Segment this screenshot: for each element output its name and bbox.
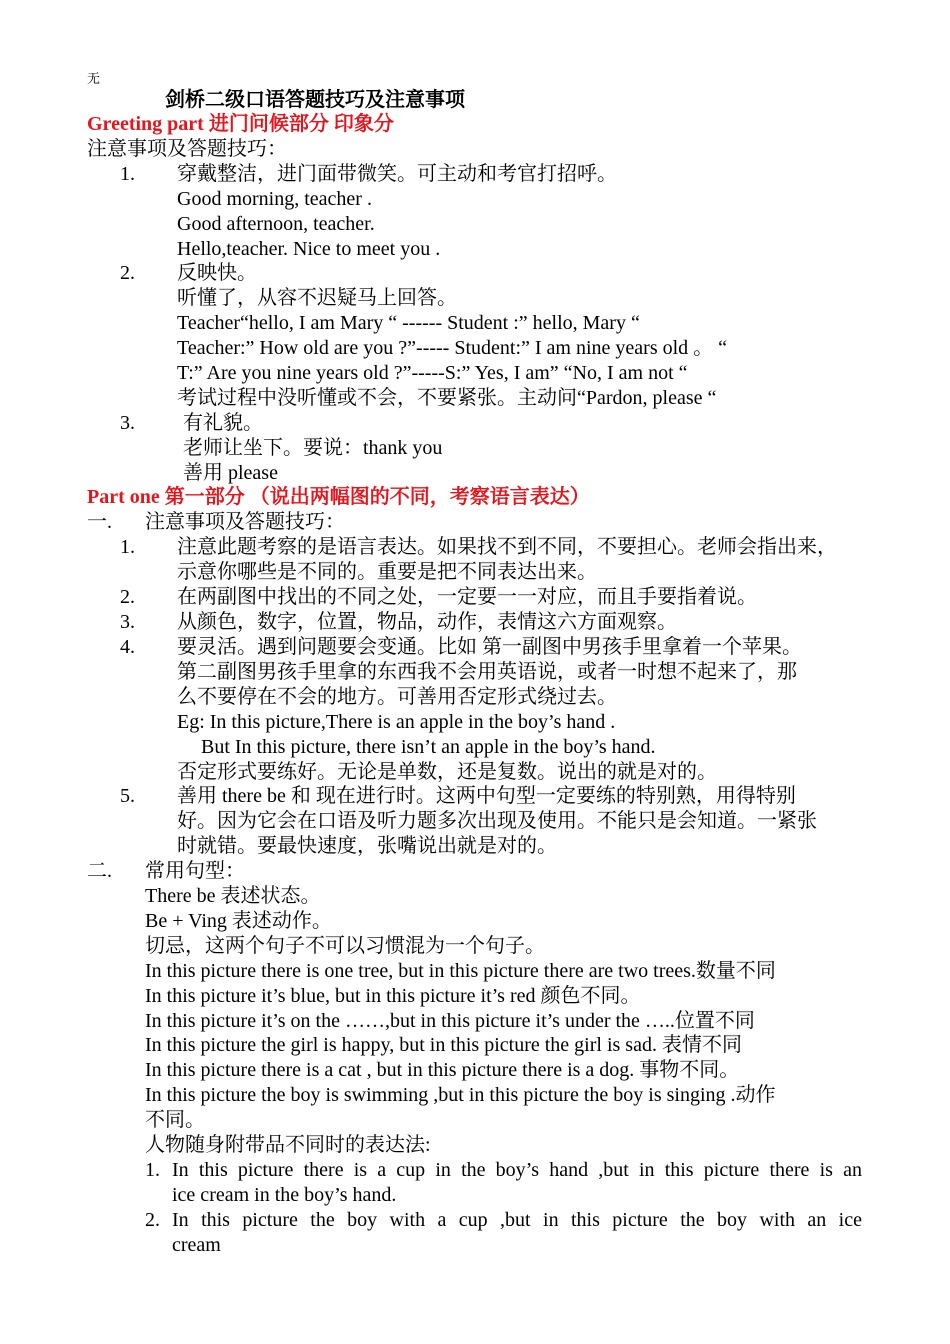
greeting-item-num: 1. (120, 163, 135, 185)
pattern-line: 人物随身附带品不同时的表达法: (145, 1134, 431, 1156)
tip-line: 时就错。要最快速度，张嘴说出就是对的。 (177, 835, 557, 857)
tip-line: Eg: In this picture,There is an apple in the boy’s hand . (177, 711, 616, 733)
greeting-item-num: 2. (120, 262, 135, 284)
pattern-line: In this picture it’s on the ……,but in this picture it’s under the …..位置不同 (145, 1010, 755, 1032)
greeting-item-line: Teacher:” How old are you ?”----- Student:” I am nine years old 。 “ (177, 337, 728, 359)
section-two-num: 二. (87, 860, 112, 882)
tip-num: 3. (120, 611, 135, 633)
pattern-line: In this picture the girl is happy, but in this picture the girl is sad. 表情不同 (145, 1034, 742, 1056)
greeting-heading: Greeting part 进门问候部分 印象分 (87, 113, 394, 135)
tip-line: 从颜色，数字，位置，物品，动作，表情这六方面观察。 (177, 611, 677, 633)
pattern-line: Be + Ving 表述动作。 (145, 910, 332, 932)
tip-line: But In this picture, there isn’t an apple in the boy’s hand. (201, 736, 656, 758)
example-num: 2. (145, 1209, 160, 1231)
section-one-num: 一. (87, 511, 112, 533)
pattern-line: 切忌，这两个句子不可以习惯混为一个句子。 (145, 935, 545, 957)
tip-num: 4. (120, 636, 135, 658)
greeting-item-line: 反映快。 (177, 262, 257, 284)
greeting-item-line: 听懂了，从容不迟疑马上回答。 (177, 287, 457, 309)
pattern-line: 不同。 (145, 1109, 205, 1131)
greeting-item-line: 老师让坐下。要说：thank you (183, 437, 443, 459)
greeting-item-line: 穿戴整洁，进门面带微笑。可主动和考官打招呼。 (177, 163, 617, 185)
tip-line: 么不要停在不会的地方。可善用否定形式绕过去。 (177, 686, 617, 708)
pattern-line: There be 表述状态。 (145, 885, 321, 907)
example-line: In this picture there is a cup in the boy’s hand ,but in this picture there is an (172, 1159, 862, 1181)
greeting-item-line: 有礼貌。 (183, 412, 263, 434)
pattern-line: In this picture there is one tree, but in this picture there are two trees.数量不同 (145, 960, 776, 982)
tip-line: 第二副图男孩手里拿的东西我不会用英语说，或者一时想不起来了，那 (177, 661, 797, 683)
greeting-item-line: Good morning, teacher . (177, 188, 372, 210)
greeting-item-line: T:” Are you nine years old ?”-----S:” Yes, I am” “No, I am not “ (177, 362, 688, 384)
greeting-item-line: Good afternoon, teacher. (177, 213, 375, 235)
example-line: cream (172, 1234, 221, 1256)
example-line: ice cream in the boy’s hand. (172, 1184, 397, 1206)
page-title: 剑桥二级口语答题技巧及注意事项 (165, 89, 465, 111)
pattern-line: In this picture there is a cat , but in this picture there is a dog. 事物不同。 (145, 1059, 740, 1081)
tip-num: 5. (120, 785, 135, 807)
section-one-title: 注意事项及答题技巧： (145, 511, 345, 533)
tip-line: 否定形式要练好。无论是单数，还是复数。说出的就是对的。 (177, 761, 717, 783)
tip-line: 在两副图中找出的不同之处，一定要一一对应，而且手要指着说。 (177, 586, 757, 608)
tip-line: 好。因为它会在口语及听力题多次出现及使用。不能只是会知道。一紧张 (177, 810, 817, 832)
greeting-item-line: Hello,teacher. Nice to meet you . (177, 238, 441, 260)
tip-num: 2. (120, 586, 135, 608)
pattern-line: In this picture it’s blue, but in this picture it’s red 颜色不同。 (145, 985, 641, 1007)
greeting-item-line: 考试过程中没听懂或不会，不要紧张。主动问“Pardon, please “ (177, 387, 717, 409)
greeting-item-line: 善用 please (183, 462, 278, 484)
pattern-line: In this picture the boy is swimming ,but in this picture the boy is singing .动作 (145, 1084, 776, 1106)
tip-line: 注意此题考察的是语言表达。如果找不到不同，不要担心。老师会指出来， (177, 536, 837, 558)
tip-num: 1. (120, 536, 135, 558)
greeting-intro: 注意事项及答题技巧： (87, 138, 287, 160)
example-num: 1. (145, 1159, 160, 1181)
tip-line: 善用 there be 和 现在进行时。这两中句型一定要练的特别熟，用得特别 (177, 785, 796, 807)
greeting-item-line: Teacher“hello, I am Mary “ ------ Student :” hello, Mary “ (177, 312, 640, 334)
tip-line: 要灵活。遇到问题要会变通。比如 第一副图中男孩手里拿着一个苹果。 (177, 636, 802, 658)
example-line: In this picture the boy with a cup ,but in this picture the boy with an ice (172, 1209, 862, 1231)
header-mark: 无 (87, 71, 101, 86)
tip-line: 示意你哪些是不同的。重要是把不同表达出来。 (177, 561, 597, 583)
section-two-title: 常用句型： (145, 860, 245, 882)
part-one-heading: Part one 第一部分 （说出两幅图的不同，考察语言表达） (87, 486, 590, 508)
greeting-item-num: 3. (120, 412, 135, 434)
